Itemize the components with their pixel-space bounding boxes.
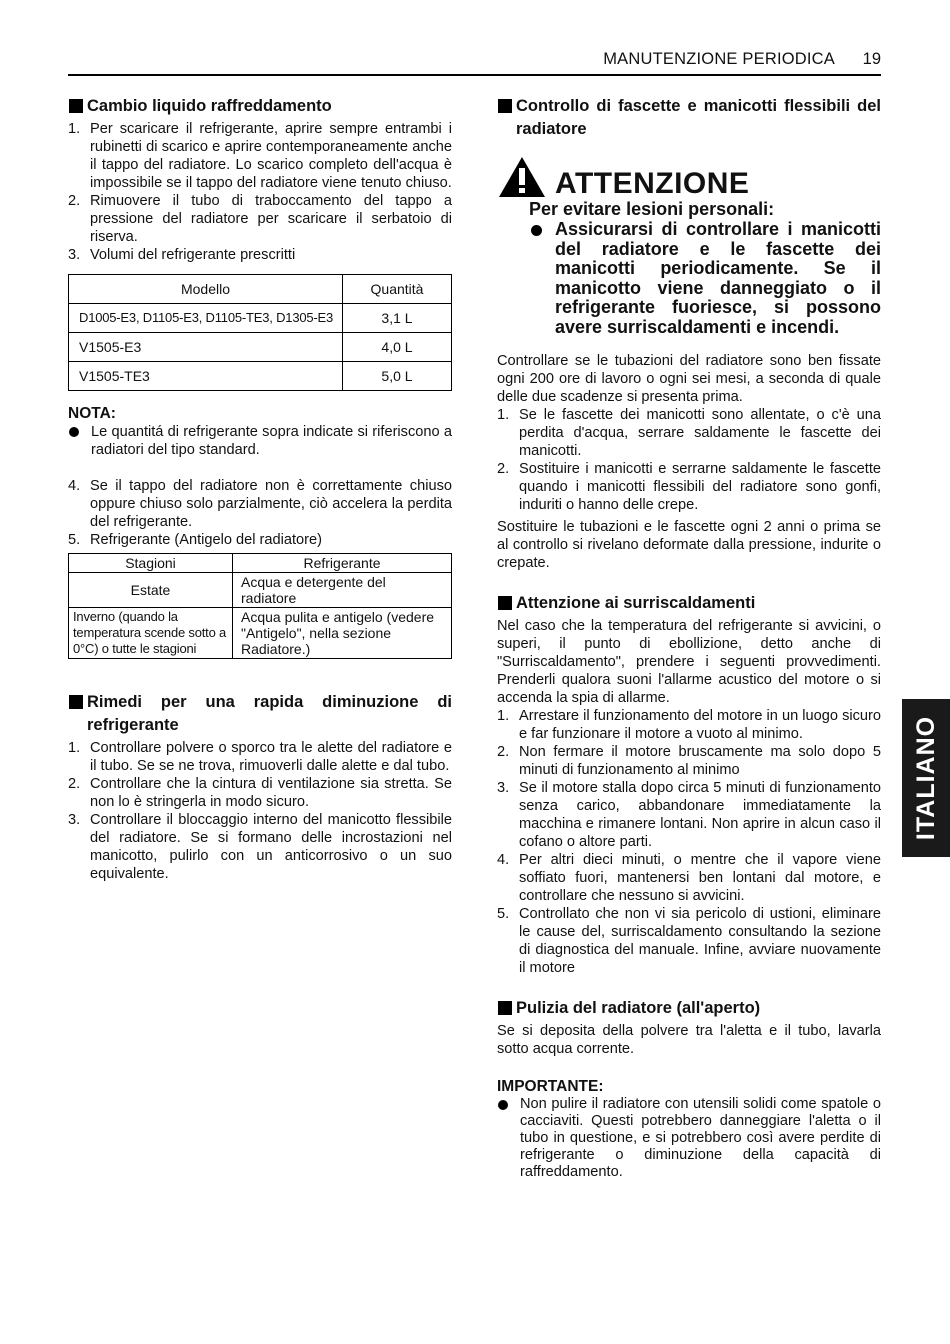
language-side-tab	[902, 699, 950, 857]
table-header-row	[69, 275, 452, 304]
table-header-cell: Modello	[69, 275, 343, 304]
page-number: 19	[862, 50, 881, 68]
warning-bullet	[529, 220, 881, 337]
list-item: 3. Se il motore stalla dopo circa 5 minuti di funzionamento senza carico, abbandonare immediatamente la macchina e rimanere lontani. Non aprire in alcun caso il cofano o altore parti.	[497, 780, 881, 850]
radiator-cleaning-text: Se si deposita della polvere tra l'aletta e il tubo, lavarla sotto acqua corrente.	[497, 1023, 881, 1057]
table-header-cell: Refrigerante	[233, 554, 452, 573]
page-header	[68, 50, 881, 76]
important-text: Non pulire il radiatore con utensili solidi come spatole o cacciaviti. Questi potrebbero danneggiare l'aletta o il tubo in questione, e si potrebbero così avere perdite di refrigerante o diminuzione della capacità di raffreddamento.	[520, 1096, 881, 1180]
coolant-change-steps-continued	[68, 477, 452, 549]
bullet-dot-icon	[498, 1100, 508, 1110]
section-title: Controllo di fascette e manicotti flessibili del radiatore	[516, 97, 881, 138]
left-column	[68, 95, 452, 883]
square-bullet-icon	[498, 99, 512, 113]
list-item: 1. Per scaricare il refrigerante, aprire sempre entrambi i rubinetti di scarico e aprire contemporaneamente anche il tappo del radiatore. Lo scarico completo dell'acqua è impossibile se il tappo del radiatore viene tenuto chiuso.	[68, 121, 452, 191]
table-cell: Acqua pulita e antigelo (vedere "Antigelo", nella sezione Radiatore.)	[233, 608, 452, 659]
note-text: Le quantitá di refrigerante sopra indicate si riferiscono a radiatori del tipo standard.	[91, 424, 452, 458]
section-coolant-change-heading	[68, 95, 452, 118]
coolant-volume-table	[68, 274, 452, 391]
list-item: 2. Sostituire i manicotti e serrarne saldamente le fascette quando i manicotti flessibili del radiatore sono gonfi, induriti o hanno delle crepe.	[497, 461, 881, 513]
warning-text: Assicurarsi di controllare i manicotti del radiatore e le fascette dei manicotti periodicamente. Se il manicotto viene danneggiato o il refrigerante fuoriesce, si possono avere surriscaldamenti e incendi.	[555, 219, 881, 337]
table-cell: V1505-TE3	[69, 362, 343, 391]
warning-triangle-icon	[497, 155, 547, 199]
table-cell: D1005-E3, D1105-E3, D1105-TE3, D1305-E3	[69, 304, 343, 333]
bullet-dot-icon	[69, 427, 79, 437]
list-item: 5. Controllato che non vi sia pericolo di ustioni, eliminare le cause del, surriscaldamento consultando la sezione di diagnostica del manuale. Infine, avviare nuovamente il motore	[497, 906, 881, 976]
table-cell: 5,0 L	[343, 362, 452, 391]
square-bullet-icon	[498, 1001, 512, 1015]
table-row	[69, 573, 452, 608]
section-title: Rimedi per una rapida diminuzione di refrigerante	[87, 693, 452, 734]
overheat-intro: Nel caso che la temperatura del refrigerante si avvicini, o superi, il punto di ebollizione, detto anche di "Surriscaldamento", prendere i seguenti provvedimenti. Prenderli qualora suoni l'allarme acustico del motore o si accenda la spia di allarme.	[497, 618, 881, 706]
hose-check-steps	[497, 406, 881, 514]
bullet-dot-icon	[531, 225, 542, 236]
important-label: IMPORTANTE:	[497, 1078, 604, 1095]
section-hose-check-heading	[497, 95, 881, 141]
hose-check-outro: Sostituire le tubazioni e le fascette ogni 2 anni o prima se al controllo si rivelano deformate dalla pressione, indurite o crepate.	[497, 519, 881, 571]
language-label: ITALIANO	[912, 715, 940, 841]
list-item: 1. Arrestare il funzionamento del motore in un luogo sicuro e far funzionare il motore a vuoto al minimo.	[497, 708, 881, 742]
hose-check-intro: Controllare se le tubazioni del radiatore sono ben fissate ogni 200 ore di lavoro o ogni sei mesi, a seconda di quale delle due scadenze si presenta prima.	[497, 353, 881, 405]
warning-header	[497, 155, 881, 199]
table-header-row	[69, 554, 452, 573]
section-overheat-heading	[497, 592, 881, 615]
list-item: 1. Controllare polvere o sporco tra le alette del radiatore e il tubo. Se se ne trova, rimuoverli dalle alette e dal tubo.	[68, 740, 452, 774]
section-title: Pulizia del radiatore (all'aperto)	[516, 999, 761, 1017]
section-title: Cambio liquido raffreddamento	[87, 97, 332, 115]
overheat-steps	[497, 707, 881, 977]
list-item: 2. Non fermare il motore bruscamente ma solo dopo 5 minuti di funzionamento al minimo	[497, 744, 881, 778]
table-cell: 4,0 L	[343, 333, 452, 362]
list-item: 3. Volumi del refrigerante prescritti	[68, 247, 296, 263]
list-item: 3. Controllare il bloccaggio interno del manicotto flessibile del radiatore. Se si formano delle incrostazioni nel manicotto, pulirlo con un anticorrosivo o un suo equivalente.	[68, 812, 452, 882]
antifreeze-table	[68, 553, 452, 659]
table-header-cell: Quantità	[343, 275, 452, 304]
table-header-cell: Stagioni	[69, 554, 233, 573]
section-title: Attenzione ai surriscaldamenti	[516, 594, 756, 612]
note-label: NOTA:	[68, 405, 116, 422]
table-cell: V1505-E3	[69, 333, 343, 362]
table-row	[69, 362, 452, 391]
square-bullet-icon	[498, 596, 512, 610]
list-item: 1. Se le fascette dei manicotti sono allentate, o c'è una perdita d'acqua, serrare saldamente le fascette dei manicotti.	[497, 407, 881, 459]
table-cell: 3,1 L	[343, 304, 452, 333]
coolant-change-steps	[68, 120, 452, 264]
coolant-loss-steps	[68, 739, 452, 883]
list-item: 4. Se il tappo del radiatore non è correttamente chiuso oppure chiuso solo parzialmente, ciò accelera la perdita del refrigerante.	[68, 478, 452, 530]
section-coolant-loss-heading	[68, 691, 452, 737]
list-item: 4. Per altri dieci minuti, o mentre che il vapore viene soffiato fuori, mantenersi ben lontani dal motore, e controllare che nessuno si avvicini.	[497, 852, 881, 904]
note-bullet	[68, 423, 452, 459]
table-row	[69, 304, 452, 333]
list-item: 2. Rimuovere il tubo di traboccamento del tappo a pressione del radiatore per scaricare il serbatoio di riserva.	[68, 193, 452, 245]
list-item: 5. Refrigerante (Antigelo del radiatore)	[68, 532, 323, 548]
header-title: MANUTENZIONE PERIODICA	[603, 50, 835, 68]
square-bullet-icon	[69, 695, 83, 709]
list-item: 2. Controllare che la cintura di ventilazione sia stretta. Se non lo è stringerla in modo sicuro.	[68, 776, 452, 810]
warning-title: ATTENZIONE	[555, 167, 750, 200]
table-row	[69, 333, 452, 362]
square-bullet-icon	[69, 99, 83, 113]
right-column	[497, 95, 881, 1181]
table-cell: Estate	[69, 573, 233, 608]
table-row	[69, 608, 452, 659]
table-cell: Acqua e detergente del radiatore	[233, 573, 452, 608]
table-cell: Inverno (quando la temperatura scende sotto a 0°C) o tutte le stagioni	[69, 608, 233, 659]
warning-subtitle: Per evitare lesioni personali:	[529, 199, 775, 219]
section-radiator-cleaning-heading	[497, 997, 881, 1020]
important-bullet	[497, 1096, 881, 1181]
